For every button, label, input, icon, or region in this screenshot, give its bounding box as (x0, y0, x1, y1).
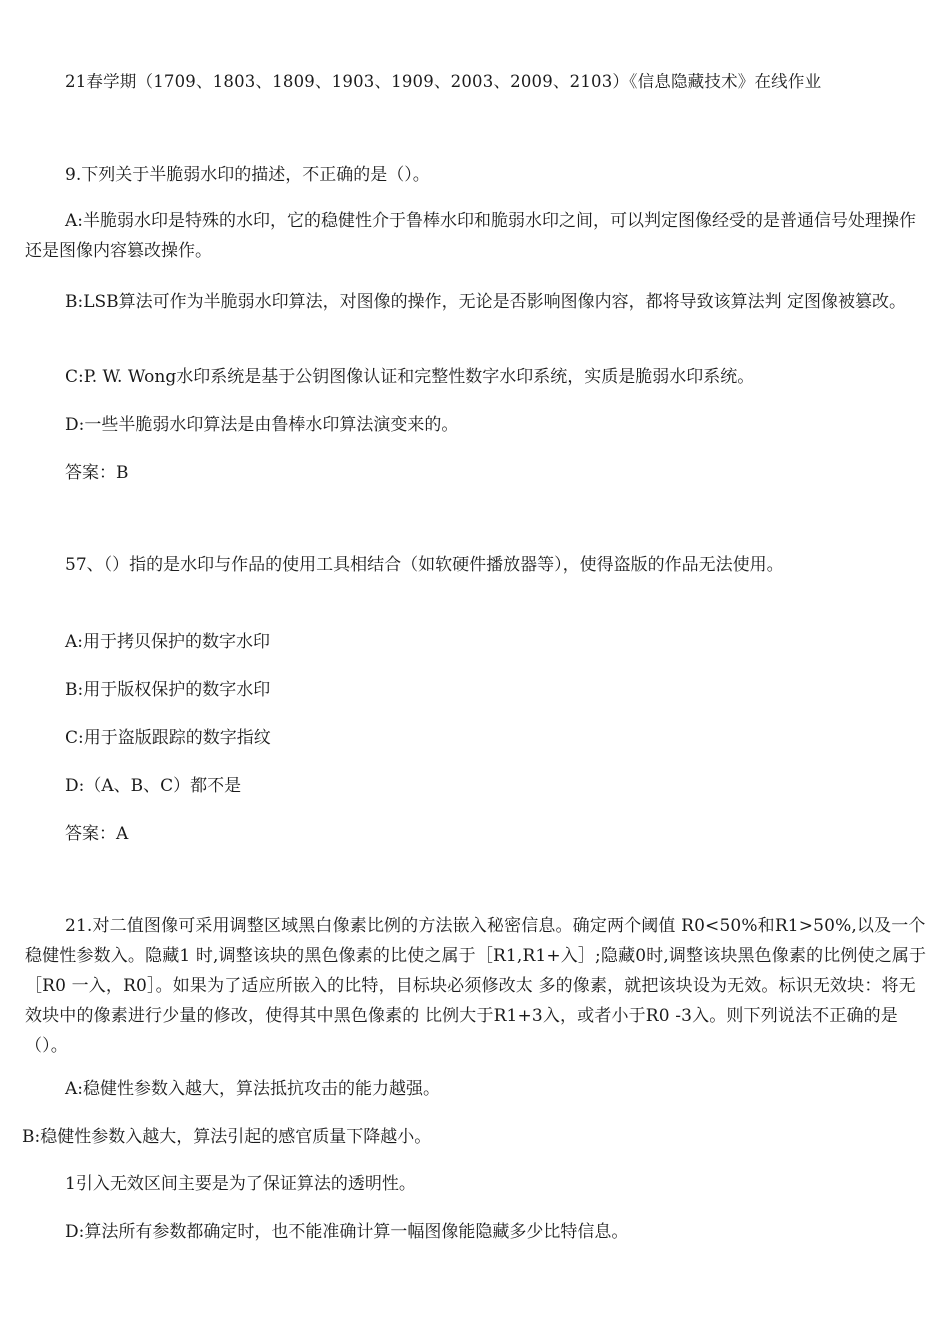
question-21-option-b: B:稳健性参数入越大，算法引起的感官质量下降越小。 (22, 1127, 432, 1147)
question-57-option-d: D:（A、B、C）都不是 (65, 776, 242, 796)
question-9-option-b: B:LSB算法可作为半脆弱水印算法，对图像的操作，无论是否影响图像内容，都将导致该算法判 定图像被篡改。 (65, 292, 907, 312)
document-title: 21春学期（1709、1803、1809、1903、1909、2003、2009、2103）《信息隐藏技术》在线作业 (65, 72, 822, 91)
question-21-option-c: 1引入无效区间主要是为了保证算法的透明性。 (65, 1174, 416, 1194)
question-9-option-d: D:一些半脆弱水印算法是由鲁棒水印算法演变来的。 (65, 415, 459, 435)
question-9-option-c: C:P. W. Wong水印系统是基于公钥图像认证和完整性数字水印系统，实质是脆弱水印系统。 (65, 367, 755, 387)
question-57-stem: 57、（）指的是水印与作品的使用工具相结合（如软硬件播放器等），使得盗版的作品无法使用。 (65, 555, 784, 575)
question-57-option-c: C:用于盗版跟踪的数字指纹 (65, 728, 271, 748)
question-9-answer: 答案：B (65, 463, 129, 483)
question-57-answer: 答案：A (65, 824, 129, 844)
question-57-option-a: A:用于拷贝保护的数字水印 (65, 632, 271, 652)
question-57-option-b: B:用于版权保护的数字水印 (65, 680, 271, 700)
question-9-stem: 9.下列关于半脆弱水印的描述，不正确的是（）。 (65, 165, 430, 185)
question-9-option-a: A:半脆弱水印是特殊的水印，它的稳健性介于鲁棒水印和脆弱水印之间，可以判定图像经受的是普通信号处理操作还是图像内容篡改操作。 (25, 211, 917, 261)
question-21-option-d: D:算法所有参数都确定时，也不能准确计算一幅图像能隐藏多少比特信息。 (65, 1222, 629, 1242)
question-21-option-a: A:稳健性参数入越大，算法抵抗攻击的能力越强。 (65, 1079, 441, 1099)
question-21-stem: 21.对二值图像可采用调整区域黑白像素比例的方法嵌入秘密信息。确定两个阈值 R0<50%和R1>50%,以及一个稳健性参数入。隐藏1 时,调整该块的黑色像素的比使之属于［R1,R1+入］;隐藏0时,调整该块黑色像素的比例使之属于［R0 一入，R0］。如果为了适应所嵌入的比特，目标块必须修改太 多的像素，就把该块设为无效。标识无效块：将无效块中的像素进行少量的修改，使得其中黑色像素的 比例大于R1+3入，或者小于R0 -3入。则下列说法不正确的是（）。 (25, 916, 927, 1056)
